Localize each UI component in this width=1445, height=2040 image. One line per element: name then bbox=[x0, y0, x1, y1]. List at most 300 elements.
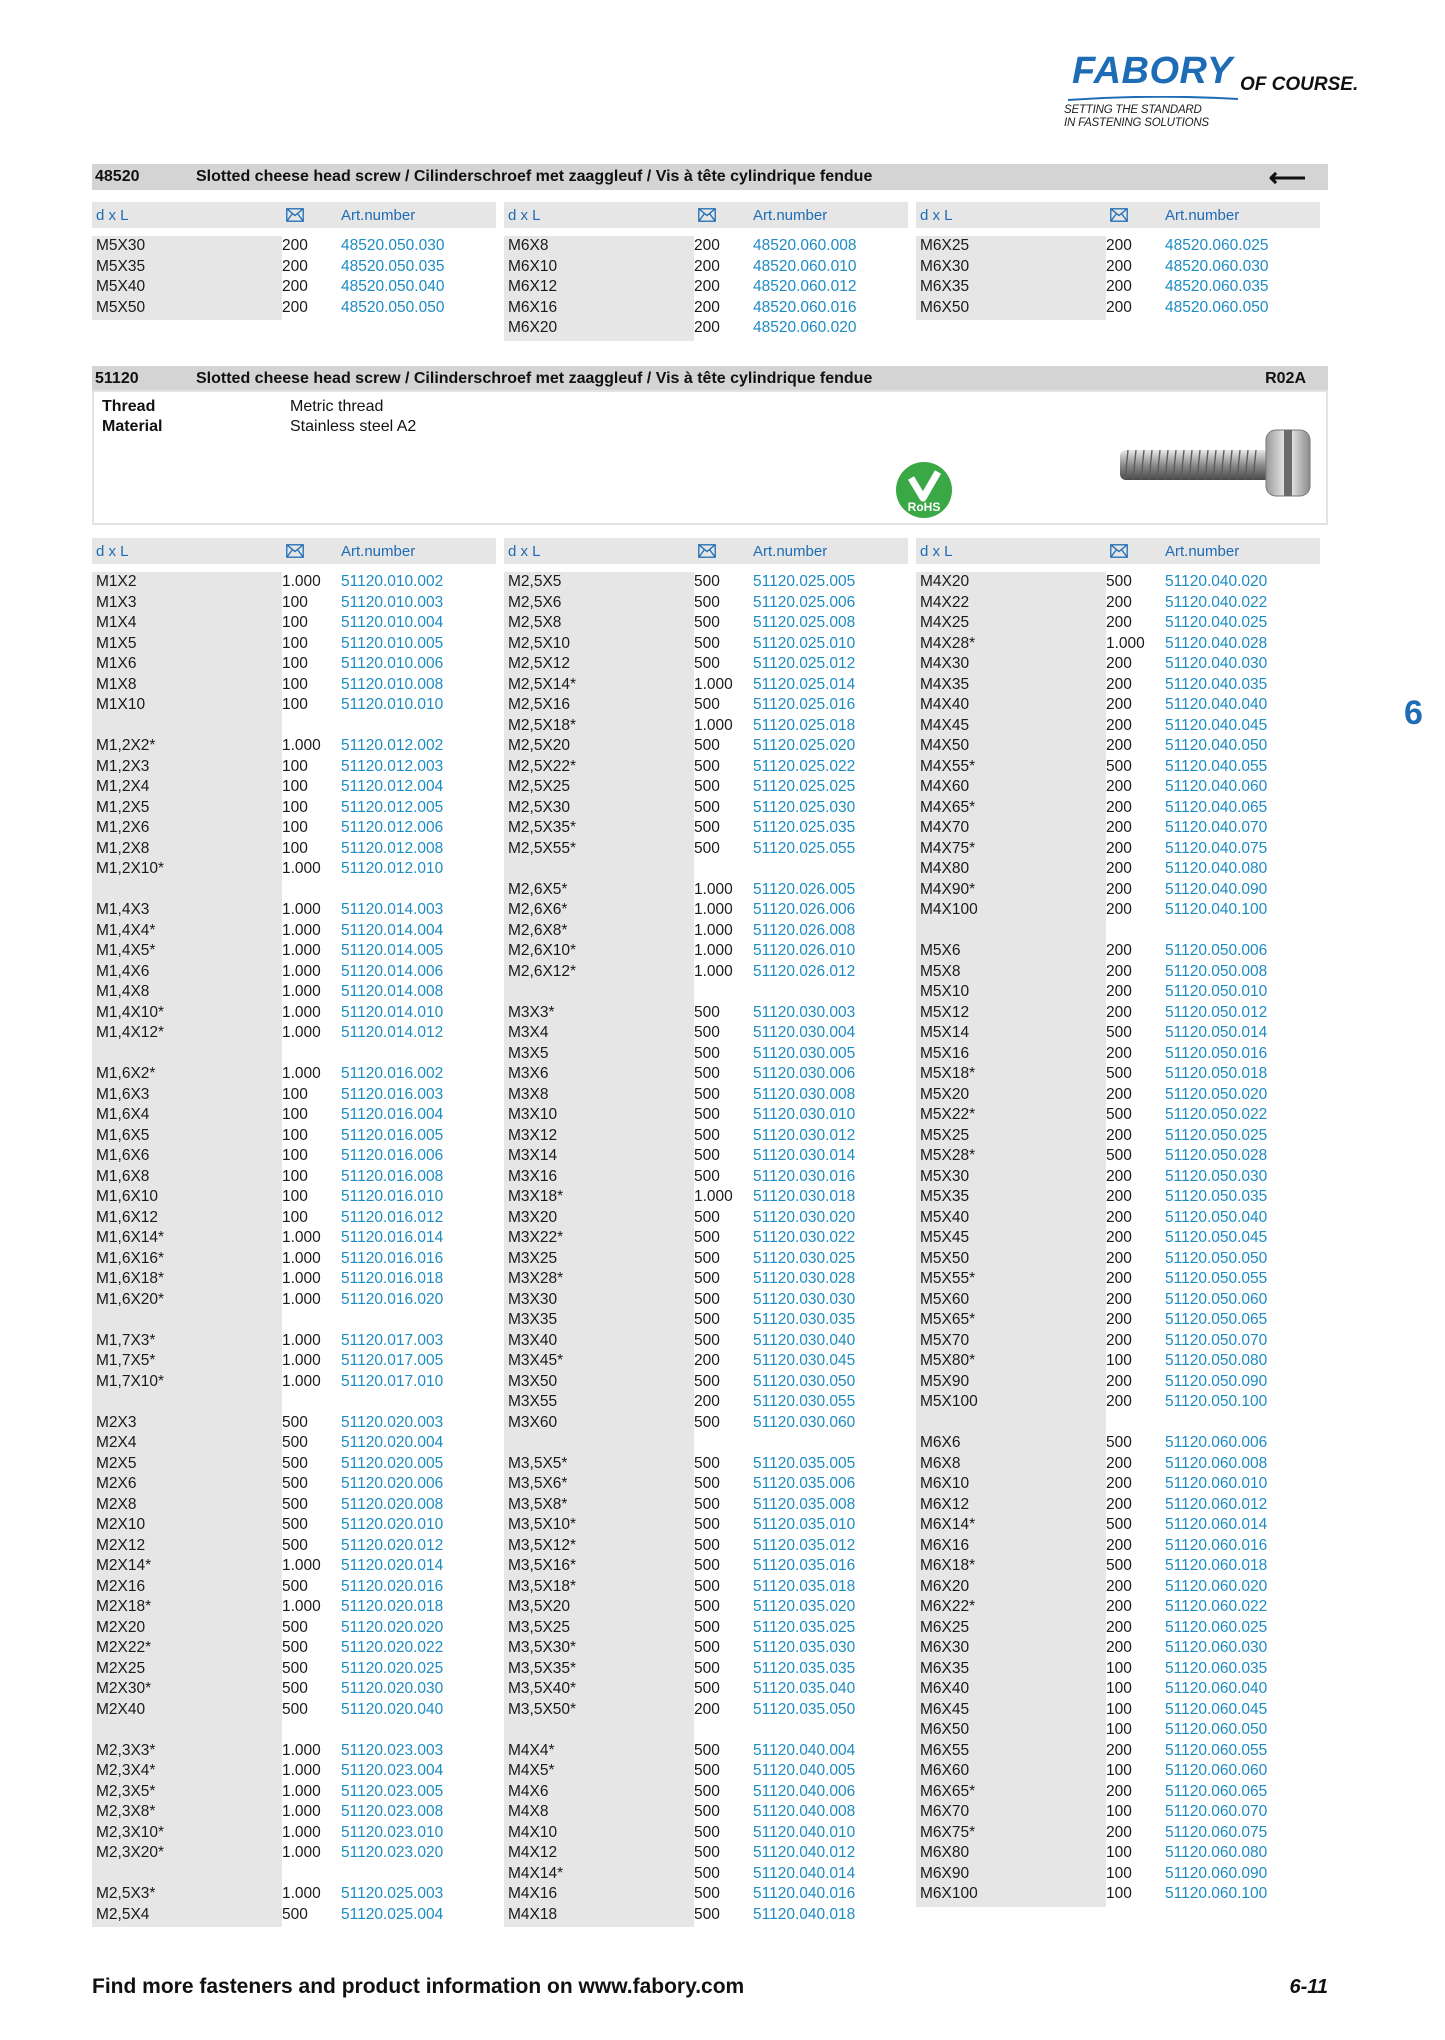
column-header-group bbox=[916, 538, 1320, 564]
art-number-cell: 51120.014.003 bbox=[341, 901, 444, 918]
table-row bbox=[504, 859, 916, 880]
thread-value: Metric thread bbox=[290, 398, 384, 415]
art-number-cell: 51120.030.050 bbox=[753, 1372, 856, 1390]
qty-cell: 500 bbox=[694, 839, 720, 857]
art-number-cell: 51120.014.010 bbox=[341, 1003, 444, 1021]
table-row bbox=[504, 818, 916, 839]
size-cell: M2X3 bbox=[96, 1413, 137, 1431]
qty-cell: 500 bbox=[282, 1434, 308, 1451]
table-row bbox=[92, 1536, 504, 1557]
qty-cell: 1.000 bbox=[282, 1331, 321, 1349]
table-row bbox=[916, 1269, 1328, 1290]
size-cell: M3X35 bbox=[508, 1311, 558, 1328]
size-cell: M6X20 bbox=[920, 1577, 970, 1595]
size-cell: M5X70 bbox=[920, 1331, 970, 1349]
size-cell: M3,5X40* bbox=[508, 1680, 577, 1697]
table-row bbox=[92, 1843, 504, 1864]
size-cell: M6X30 bbox=[920, 257, 970, 275]
size-cell: M5X14 bbox=[920, 1024, 970, 1041]
qty-cell: 1.000 bbox=[282, 1762, 321, 1779]
size-cell: M4X75* bbox=[920, 839, 976, 857]
size-cell: M3X25 bbox=[508, 1249, 558, 1267]
size-cell: M2,5X55* bbox=[508, 839, 577, 857]
art-number-cell: 51120.025.005 bbox=[753, 573, 856, 590]
art-number-cell: 51120.050.045 bbox=[1165, 1229, 1268, 1246]
qty-cell: 500 bbox=[694, 1044, 720, 1062]
art-number-cell: 48520.050.035 bbox=[341, 257, 445, 275]
table-row bbox=[504, 1003, 916, 1024]
art-number-cell: 51120.040.030 bbox=[1165, 655, 1268, 672]
art-number-cell: 51120.030.022 bbox=[753, 1229, 856, 1246]
size-cell: M6X14* bbox=[920, 1516, 976, 1533]
art-number-header: Art.number bbox=[753, 207, 828, 224]
table-row bbox=[916, 613, 1328, 634]
table-row bbox=[916, 1577, 1328, 1598]
table-row bbox=[916, 1208, 1328, 1229]
qty-cell: 500 bbox=[694, 1229, 720, 1246]
size-cell: M2,3X8* bbox=[96, 1803, 156, 1820]
qty-cell: 100 bbox=[282, 1147, 308, 1164]
table-row bbox=[916, 1884, 1328, 1905]
size-cell: M1X8 bbox=[96, 675, 137, 693]
table-row bbox=[504, 1228, 916, 1249]
size-cell: M2,5X25 bbox=[508, 778, 571, 795]
art-number-cell: 51120.014.012 bbox=[341, 1024, 444, 1041]
table-row bbox=[916, 1761, 1328, 1782]
art-number-cell: 51120.017.003 bbox=[341, 1331, 444, 1349]
section-51120-header bbox=[92, 366, 1328, 392]
table-row bbox=[92, 1331, 504, 1352]
qty-cell: 200 bbox=[694, 278, 720, 295]
table-row bbox=[504, 1064, 916, 1085]
table-row bbox=[92, 962, 504, 983]
art-number-cell: 51120.010.002 bbox=[341, 573, 444, 590]
table-row bbox=[92, 1679, 504, 1700]
table-row bbox=[916, 1536, 1328, 1557]
qty-cell: 1.000 bbox=[282, 1598, 321, 1615]
art-number-cell: 51120.040.100 bbox=[1165, 901, 1268, 918]
size-cell: M4X90* bbox=[920, 880, 976, 898]
size-cell: M5X6 bbox=[920, 942, 961, 959]
table-row bbox=[92, 900, 504, 921]
table-row bbox=[92, 1720, 504, 1741]
table-row bbox=[916, 277, 1328, 298]
table-row bbox=[916, 675, 1328, 696]
table-row bbox=[916, 1864, 1328, 1885]
art-number-cell: 51120.060.050 bbox=[1165, 1721, 1268, 1738]
qty-cell: 200 bbox=[282, 298, 308, 316]
art-number-cell: 51120.014.006 bbox=[341, 962, 444, 980]
size-cell: M3X18* bbox=[508, 1188, 564, 1205]
size-cell: M2X20 bbox=[96, 1618, 146, 1636]
product-info-box bbox=[92, 390, 1328, 525]
qty-cell: 1.000 bbox=[282, 1885, 321, 1902]
qty-cell: 1.000 bbox=[694, 921, 733, 939]
qty-cell: 500 bbox=[1106, 757, 1132, 775]
table-row bbox=[916, 1310, 1328, 1331]
art-number-cell: 51120.025.022 bbox=[753, 757, 856, 775]
size-cell: M2X12 bbox=[96, 1536, 146, 1554]
table-row bbox=[916, 1167, 1328, 1188]
column-header-group bbox=[92, 538, 496, 564]
qty-cell: 500 bbox=[694, 1003, 720, 1021]
art-number-cell: 51120.040.040 bbox=[1165, 696, 1268, 713]
art-number-cell: 51120.050.040 bbox=[1165, 1208, 1268, 1226]
size-cell: M1,2X6 bbox=[96, 819, 150, 836]
table-row bbox=[92, 1905, 504, 1926]
size-cell: M4X60 bbox=[920, 778, 970, 795]
size-cell: M6X50 bbox=[920, 298, 970, 316]
size-cell: M6X90 bbox=[920, 1864, 970, 1882]
art-number-cell: 51120.020.006 bbox=[341, 1475, 444, 1492]
size-cell: M1,2X2* bbox=[96, 737, 156, 754]
size-cell: M2,5X18* bbox=[508, 716, 577, 734]
qty-cell: 500 bbox=[1106, 1147, 1132, 1164]
art-number-cell: 51120.050.060 bbox=[1165, 1290, 1268, 1308]
art-number-cell: 51120.040.004 bbox=[753, 1741, 856, 1759]
size-cell: M6X12 bbox=[920, 1495, 970, 1513]
table-row bbox=[504, 257, 916, 278]
size-cell: M3X50 bbox=[508, 1372, 558, 1390]
art-number-cell: 51120.060.014 bbox=[1165, 1516, 1268, 1533]
art-number-cell: 51120.014.005 bbox=[341, 942, 444, 959]
size-cell: M2,5X6 bbox=[508, 593, 562, 611]
table-row bbox=[504, 962, 916, 983]
qty-cell: 500 bbox=[694, 593, 720, 611]
table-row bbox=[504, 921, 916, 942]
size-cell: M1,6X6 bbox=[96, 1147, 150, 1164]
qty-cell: 200 bbox=[1106, 1167, 1132, 1185]
qty-cell: 100 bbox=[1106, 1803, 1132, 1820]
art-number-cell: 51120.020.004 bbox=[341, 1434, 444, 1451]
qty-cell: 500 bbox=[694, 1085, 720, 1103]
table-row bbox=[504, 839, 916, 860]
art-number-cell: 51120.030.012 bbox=[753, 1126, 856, 1144]
size-cell: M5X22* bbox=[920, 1106, 976, 1123]
size-cell: M6X18* bbox=[920, 1557, 976, 1574]
art-number-cell: 51120.030.040 bbox=[753, 1331, 856, 1349]
table-row bbox=[916, 757, 1328, 778]
size-cell: M3,5X50* bbox=[508, 1700, 577, 1718]
qty-cell: 500 bbox=[694, 1208, 720, 1226]
table-row bbox=[504, 1392, 916, 1413]
art-number-cell: 51120.012.010 bbox=[341, 860, 444, 877]
qty-cell: 500 bbox=[694, 1475, 720, 1492]
table-row bbox=[92, 716, 504, 737]
qty-cell: 500 bbox=[694, 1270, 720, 1287]
table-row bbox=[916, 695, 1328, 716]
art-number-cell: 51120.025.018 bbox=[753, 716, 856, 734]
table-row bbox=[504, 716, 916, 737]
size-cell: M3X4 bbox=[508, 1024, 549, 1041]
art-number-cell: 51120.035.040 bbox=[753, 1680, 856, 1697]
qty-cell: 200 bbox=[1106, 1372, 1132, 1390]
art-number-cell: 51120.016.005 bbox=[341, 1126, 444, 1144]
column-header-group bbox=[504, 538, 908, 564]
art-number-cell: 51120.010.003 bbox=[341, 593, 444, 611]
size-cell: M3X60 bbox=[508, 1413, 558, 1431]
size-cell: M6X40 bbox=[920, 1680, 970, 1697]
table-row bbox=[916, 1741, 1328, 1762]
table-row bbox=[504, 1700, 916, 1721]
qty-cell: 1.000 bbox=[694, 716, 733, 734]
qty-cell: 200 bbox=[1106, 983, 1132, 1000]
table-row bbox=[92, 277, 504, 298]
size-cell: M1X2 bbox=[96, 573, 137, 590]
size-cell: M1,6X20* bbox=[96, 1290, 165, 1308]
art-number-cell: 51120.023.005 bbox=[341, 1782, 444, 1800]
qty-cell: 1.000 bbox=[694, 880, 733, 898]
art-number-cell: 51120.023.010 bbox=[341, 1823, 444, 1841]
table-row bbox=[92, 1741, 504, 1762]
size-cell: M2X14* bbox=[96, 1557, 152, 1574]
table-row bbox=[916, 1064, 1328, 1085]
size-cell: M2X4 bbox=[96, 1434, 137, 1451]
art-number-cell: 51120.020.022 bbox=[341, 1639, 444, 1656]
table-row bbox=[504, 1597, 916, 1618]
table-row bbox=[504, 982, 916, 1003]
art-number-cell: 51120.010.006 bbox=[341, 655, 444, 672]
table-row bbox=[504, 1741, 916, 1762]
qty-cell: 500 bbox=[282, 1413, 308, 1431]
size-cell: M6X6 bbox=[920, 1434, 961, 1451]
size-cell: M5X20 bbox=[920, 1085, 970, 1103]
art-number-cell: 51120.040.075 bbox=[1165, 839, 1268, 857]
art-number-cell: 51120.040.014 bbox=[753, 1864, 856, 1882]
art-number-cell: 51120.050.028 bbox=[1165, 1147, 1268, 1164]
qty-cell: 500 bbox=[694, 1823, 720, 1841]
art-number-cell: 51120.050.014 bbox=[1165, 1024, 1268, 1041]
qty-cell: 500 bbox=[694, 1147, 720, 1164]
table-row bbox=[92, 839, 504, 860]
art-number-cell: 51120.060.008 bbox=[1165, 1454, 1268, 1472]
qty-cell: 500 bbox=[694, 1311, 720, 1328]
qty-cell: 100 bbox=[1106, 1352, 1132, 1369]
size-cell: M2,5X16 bbox=[508, 696, 571, 713]
table-row bbox=[916, 1700, 1328, 1721]
table-row bbox=[504, 1823, 916, 1844]
logo-tagline-1: SETTING THE STANDARD bbox=[1064, 104, 1202, 116]
table-row bbox=[92, 818, 504, 839]
qty-cell: 500 bbox=[694, 1454, 720, 1472]
art-number-cell: 51120.025.025 bbox=[753, 778, 856, 795]
qty-cell: 200 bbox=[1106, 1495, 1132, 1513]
dxl-header: d x L bbox=[920, 207, 953, 224]
qty-cell: 500 bbox=[694, 696, 720, 713]
table-row bbox=[92, 1577, 504, 1598]
qty-cell: 200 bbox=[1106, 675, 1132, 693]
table-row bbox=[92, 982, 504, 1003]
art-number-cell: 51120.035.005 bbox=[753, 1454, 856, 1472]
art-number-cell: 51120.025.016 bbox=[753, 696, 856, 713]
size-cell: M2,5X22* bbox=[508, 757, 577, 775]
size-cell: M3X10 bbox=[508, 1106, 558, 1123]
chapter-tab: 6 bbox=[1404, 694, 1423, 732]
size-cell: M3X3* bbox=[508, 1003, 555, 1021]
column-header-group bbox=[92, 202, 496, 228]
art-number-cell: 51120.025.012 bbox=[753, 655, 856, 672]
table-row bbox=[92, 880, 504, 901]
size-cell: M4X10 bbox=[508, 1823, 558, 1841]
qty-cell: 500 bbox=[694, 1762, 720, 1779]
art-number-cell: 51120.020.014 bbox=[341, 1557, 444, 1574]
art-number-cell: 51120.012.006 bbox=[341, 819, 444, 836]
art-number-cell: 51120.012.002 bbox=[341, 737, 444, 754]
size-cell: M3X14 bbox=[508, 1147, 558, 1164]
table-row bbox=[916, 654, 1328, 675]
art-number-header: Art.number bbox=[1165, 207, 1240, 224]
art-number-cell: 51120.025.055 bbox=[753, 839, 856, 857]
qty-cell: 200 bbox=[1106, 1331, 1132, 1349]
table-row bbox=[504, 1659, 916, 1680]
table-row bbox=[916, 1638, 1328, 1659]
art-number-cell: 51120.035.008 bbox=[753, 1495, 856, 1513]
size-cell: M5X55* bbox=[920, 1270, 976, 1287]
table-row bbox=[92, 921, 504, 942]
table-row bbox=[916, 1003, 1328, 1024]
size-cell: M5X35 bbox=[96, 257, 146, 275]
table-row bbox=[504, 1864, 916, 1885]
qty-cell: 1.000 bbox=[694, 962, 733, 980]
table-row bbox=[916, 634, 1328, 655]
qty-cell: 500 bbox=[1106, 1434, 1132, 1451]
art-number-cell: 51120.030.018 bbox=[753, 1188, 856, 1205]
size-cell: M2X18* bbox=[96, 1598, 152, 1615]
qty-cell: 500 bbox=[694, 1331, 720, 1349]
art-number-cell: 51120.060.035 bbox=[1165, 1659, 1268, 1677]
qty-cell: 200 bbox=[1106, 1003, 1132, 1021]
qty-cell: 500 bbox=[694, 1577, 720, 1595]
art-number-cell: 51120.035.012 bbox=[753, 1536, 856, 1554]
art-number-cell: 51120.025.004 bbox=[341, 1905, 444, 1923]
art-number-cell: 51120.050.035 bbox=[1165, 1188, 1268, 1205]
size-cell: M1,4X4* bbox=[96, 921, 156, 939]
qty-cell: 1.000 bbox=[282, 1782, 321, 1800]
art-number-cell: 48520.050.040 bbox=[341, 278, 445, 295]
art-number-cell: 51120.040.012 bbox=[753, 1844, 856, 1861]
art-number-cell: 51120.030.055 bbox=[753, 1393, 856, 1410]
art-number-cell: 51120.016.012 bbox=[341, 1208, 444, 1226]
qty-cell: 200 bbox=[1106, 962, 1132, 980]
table-row bbox=[92, 1003, 504, 1024]
table-row bbox=[504, 1638, 916, 1659]
art-number-cell: 51120.026.005 bbox=[753, 880, 856, 898]
size-cell: M2,6X5* bbox=[508, 880, 568, 898]
size-cell: M2,5X4 bbox=[96, 1905, 150, 1923]
art-number-cell: 51120.016.008 bbox=[341, 1167, 444, 1185]
table-row bbox=[916, 1556, 1328, 1577]
qty-cell: 500 bbox=[1106, 1557, 1132, 1574]
size-cell: M6X25 bbox=[920, 1618, 970, 1636]
art-number-cell: 51120.026.008 bbox=[753, 921, 856, 939]
qty-cell: 1.000 bbox=[282, 1003, 321, 1021]
art-number-cell: 48520.060.010 bbox=[753, 257, 857, 275]
art-number-cell: 51120.010.010 bbox=[341, 696, 444, 713]
art-number-cell: 51120.020.018 bbox=[341, 1598, 444, 1615]
size-cell: M1,6X4 bbox=[96, 1106, 150, 1123]
logo-slogan: OF COURSE. bbox=[1240, 74, 1359, 95]
qty-cell: 200 bbox=[694, 237, 720, 254]
table-row bbox=[916, 1495, 1328, 1516]
table-row bbox=[916, 572, 1328, 593]
qty-cell: 200 bbox=[1106, 737, 1132, 754]
qty-cell: 1.000 bbox=[282, 983, 321, 1000]
art-number-cell: 51120.060.080 bbox=[1165, 1844, 1268, 1861]
dxl-header: d x L bbox=[920, 543, 953, 560]
qty-cell: 500 bbox=[694, 1598, 720, 1615]
table-row bbox=[92, 695, 504, 716]
table-row bbox=[92, 1761, 504, 1782]
size-cell: M3X55 bbox=[508, 1393, 558, 1410]
qty-cell: 200 bbox=[1106, 716, 1132, 734]
size-cell: M3,5X5* bbox=[508, 1454, 568, 1472]
qty-cell: 200 bbox=[694, 298, 720, 316]
table-row bbox=[92, 1515, 504, 1536]
size-cell: M2,3X20* bbox=[96, 1844, 165, 1861]
section-48520-header bbox=[92, 164, 1328, 190]
qty-cell: 100 bbox=[282, 1188, 308, 1205]
table-row bbox=[92, 1700, 504, 1721]
package-qty-icon bbox=[1110, 544, 1128, 558]
page-number: 6-11 bbox=[1289, 1976, 1328, 1998]
art-number-cell: 51120.025.020 bbox=[753, 737, 856, 754]
size-cell: M4X14* bbox=[508, 1864, 564, 1882]
art-number-cell: 51120.035.050 bbox=[753, 1700, 856, 1718]
art-number-cell: 51120.014.004 bbox=[341, 921, 444, 939]
art-number-cell: 51120.023.004 bbox=[341, 1762, 444, 1779]
art-number-cell: 51120.060.025 bbox=[1165, 1618, 1268, 1636]
qty-cell: 500 bbox=[694, 798, 720, 816]
package-qty-icon bbox=[698, 208, 716, 222]
qty-cell: 200 bbox=[1106, 819, 1132, 836]
table-row bbox=[916, 859, 1328, 880]
size-cell: M4X5* bbox=[508, 1762, 555, 1779]
art-number-cell: 51120.035.018 bbox=[753, 1577, 856, 1595]
screw-image-icon bbox=[1116, 422, 1316, 502]
table-row bbox=[92, 798, 504, 819]
qty-cell: 1.000 bbox=[282, 860, 321, 877]
art-number-cell: 51120.030.030 bbox=[753, 1290, 856, 1308]
art-number-cell: 51120.020.040 bbox=[341, 1700, 444, 1718]
size-cell: M1,4X12* bbox=[96, 1024, 165, 1041]
size-cell: M2,6X6* bbox=[508, 901, 568, 918]
size-cell: M5X28* bbox=[920, 1147, 976, 1164]
art-number-cell: 51120.060.090 bbox=[1165, 1864, 1268, 1882]
art-number-cell: 48520.060.012 bbox=[753, 278, 857, 295]
qty-cell: 200 bbox=[1106, 1290, 1132, 1308]
fabory-logo bbox=[1062, 50, 1362, 140]
table-row bbox=[504, 236, 916, 257]
art-number-cell: 48520.060.050 bbox=[1165, 298, 1269, 316]
table-row bbox=[504, 1351, 916, 1372]
table-row bbox=[916, 1679, 1328, 1700]
qty-cell: 500 bbox=[694, 1864, 720, 1882]
size-cell: M3,5X12* bbox=[508, 1536, 577, 1554]
table-row bbox=[504, 1577, 916, 1598]
art-number-cell: 51120.030.004 bbox=[753, 1024, 856, 1041]
art-number-cell: 51120.026.010 bbox=[753, 942, 856, 959]
table-row bbox=[916, 298, 1328, 319]
art-number-cell: 51120.012.005 bbox=[341, 798, 444, 816]
art-number-cell: 51120.040.020 bbox=[1165, 573, 1268, 590]
art-number-cell: 51120.040.065 bbox=[1165, 798, 1268, 816]
size-cell: M4X8 bbox=[508, 1803, 549, 1820]
table-row bbox=[92, 1290, 504, 1311]
art-number-cell: 51120.040.025 bbox=[1165, 614, 1268, 631]
qty-cell: 200 bbox=[1106, 237, 1132, 254]
qty-cell: 200 bbox=[1106, 1823, 1132, 1841]
dxl-header: d x L bbox=[96, 543, 129, 560]
